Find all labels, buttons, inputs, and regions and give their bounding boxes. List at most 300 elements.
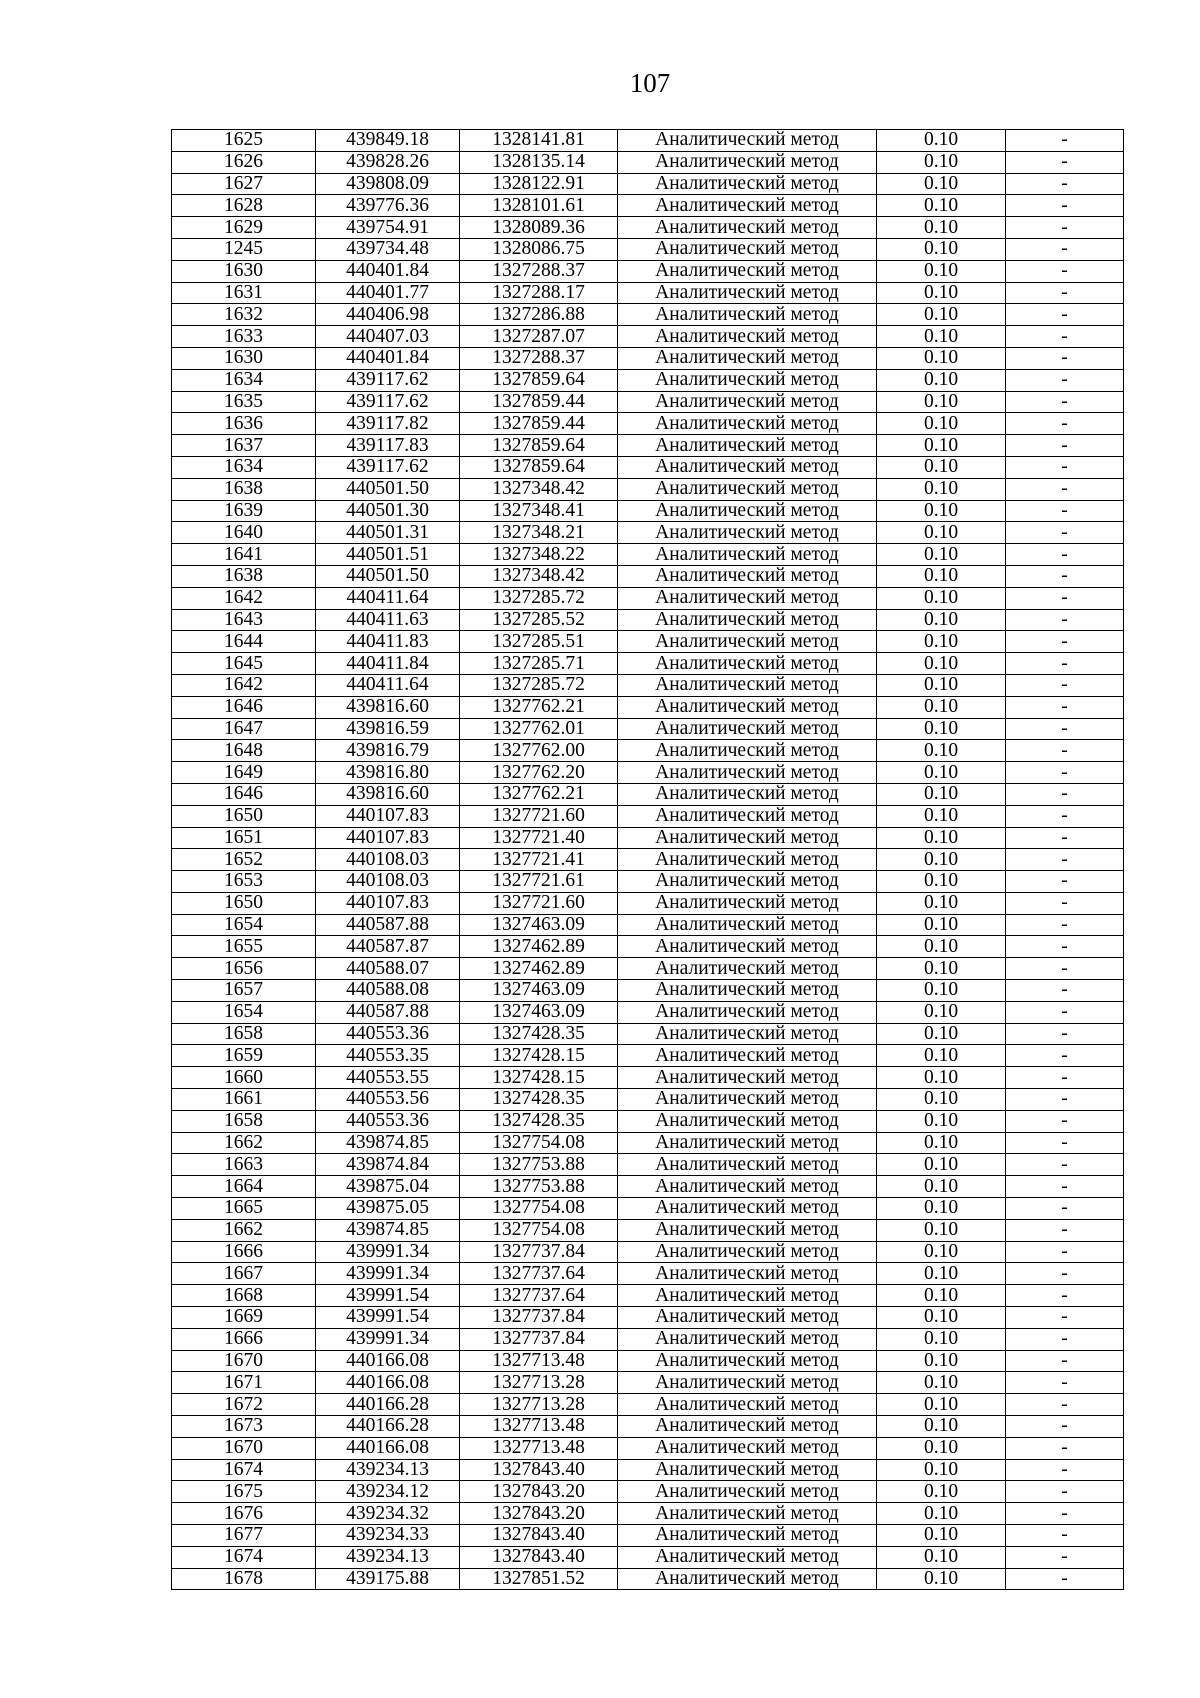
- accuracy-cell: 0.10: [877, 827, 1006, 849]
- point-number-cell: 1634: [172, 456, 316, 478]
- note-cell: -: [1006, 326, 1124, 348]
- table-row: [172, 522, 1124, 544]
- table-row: [172, 958, 1124, 980]
- note-cell: -: [1006, 217, 1124, 239]
- point-number-cell: 1633: [172, 326, 316, 348]
- y-coordinate-cell: 1327843.40: [460, 1525, 618, 1547]
- x-coordinate-cell: 439874.85: [316, 1132, 460, 1154]
- x-coordinate-cell: 440401.77: [316, 282, 460, 304]
- note-cell: -: [1006, 1416, 1124, 1438]
- y-coordinate-cell: 1327721.61: [460, 871, 618, 893]
- accuracy-cell: 0.10: [877, 369, 1006, 391]
- method-cell: Аналитический метод: [618, 740, 877, 762]
- point-number-cell: 1653: [172, 871, 316, 893]
- method-cell: Аналитический метод: [618, 1394, 877, 1416]
- method-cell: Аналитический метод: [618, 936, 877, 958]
- method-cell: Аналитический метод: [618, 718, 877, 740]
- note-cell: -: [1006, 609, 1124, 631]
- point-number-cell: 1654: [172, 1001, 316, 1023]
- accuracy-cell: 0.10: [877, 326, 1006, 348]
- x-coordinate-cell: 440553.35: [316, 1045, 460, 1067]
- point-number-cell: 1638: [172, 565, 316, 587]
- method-cell: Аналитический метод: [618, 238, 877, 260]
- x-coordinate-cell: 439234.13: [316, 1546, 460, 1568]
- accuracy-cell: 0.10: [877, 740, 1006, 762]
- method-cell: Аналитический метод: [618, 413, 877, 435]
- accuracy-cell: 0.10: [877, 1416, 1006, 1438]
- method-cell: Аналитический метод: [618, 587, 877, 609]
- x-coordinate-cell: 439234.32: [316, 1503, 460, 1525]
- note-cell: -: [1006, 1307, 1124, 1329]
- y-coordinate-cell: 1327753.88: [460, 1176, 618, 1198]
- x-coordinate-cell: 440108.03: [316, 849, 460, 871]
- point-number-cell: 1657: [172, 980, 316, 1002]
- point-number-cell: 1630: [172, 260, 316, 282]
- point-number-cell: 1674: [172, 1459, 316, 1481]
- x-coordinate-cell: 439117.82: [316, 413, 460, 435]
- point-number-cell: 1627: [172, 173, 316, 195]
- table-row: [172, 827, 1124, 849]
- point-number-cell: 1655: [172, 936, 316, 958]
- note-cell: -: [1006, 1285, 1124, 1307]
- x-coordinate-cell: 439874.85: [316, 1219, 460, 1241]
- table-row: [172, 1001, 1124, 1023]
- table-row: [172, 456, 1124, 478]
- x-coordinate-cell: 440588.07: [316, 958, 460, 980]
- y-coordinate-cell: 1328089.36: [460, 217, 618, 239]
- note-cell: -: [1006, 1176, 1124, 1198]
- x-coordinate-cell: 439117.83: [316, 435, 460, 457]
- y-coordinate-cell: 1327285.72: [460, 587, 618, 609]
- accuracy-cell: 0.10: [877, 1372, 1006, 1394]
- y-coordinate-cell: 1327463.09: [460, 980, 618, 1002]
- y-coordinate-cell: 1328122.91: [460, 173, 618, 195]
- note-cell: -: [1006, 1350, 1124, 1372]
- point-number-cell: 1638: [172, 478, 316, 500]
- method-cell: Аналитический метод: [618, 1263, 877, 1285]
- point-number-cell: 1678: [172, 1568, 316, 1590]
- y-coordinate-cell: 1327713.28: [460, 1394, 618, 1416]
- x-coordinate-cell: 439234.33: [316, 1525, 460, 1547]
- note-cell: -: [1006, 1437, 1124, 1459]
- y-coordinate-cell: 1327713.48: [460, 1437, 618, 1459]
- note-cell: -: [1006, 435, 1124, 457]
- x-coordinate-cell: 440501.31: [316, 522, 460, 544]
- method-cell: Аналитический метод: [618, 1285, 877, 1307]
- point-number-cell: 1630: [172, 347, 316, 369]
- method-cell: Аналитический метод: [618, 1481, 877, 1503]
- point-number-cell: 1659: [172, 1045, 316, 1067]
- table-row: [172, 1023, 1124, 1045]
- accuracy-cell: 0.10: [877, 980, 1006, 1002]
- x-coordinate-cell: 439828.26: [316, 151, 460, 173]
- table-row: [172, 805, 1124, 827]
- method-cell: Аналитический метод: [618, 1154, 877, 1176]
- note-cell: -: [1006, 1459, 1124, 1481]
- note-cell: -: [1006, 1503, 1124, 1525]
- accuracy-cell: 0.10: [877, 217, 1006, 239]
- y-coordinate-cell: 1327721.60: [460, 805, 618, 827]
- method-cell: Аналитический метод: [618, 1132, 877, 1154]
- note-cell: -: [1006, 347, 1124, 369]
- y-coordinate-cell: 1327462.89: [460, 958, 618, 980]
- note-cell: -: [1006, 130, 1124, 152]
- point-number-cell: 1662: [172, 1132, 316, 1154]
- y-coordinate-cell: 1327859.64: [460, 435, 618, 457]
- note-cell: -: [1006, 391, 1124, 413]
- accuracy-cell: 0.10: [877, 1285, 1006, 1307]
- note-cell: -: [1006, 958, 1124, 980]
- table-row: [172, 369, 1124, 391]
- x-coordinate-cell: 440107.83: [316, 827, 460, 849]
- table-row: [172, 1503, 1124, 1525]
- x-coordinate-cell: 440166.28: [316, 1416, 460, 1438]
- method-cell: Аналитический метод: [618, 805, 877, 827]
- x-coordinate-cell: 440553.56: [316, 1089, 460, 1111]
- table-row: [172, 587, 1124, 609]
- note-cell: -: [1006, 1568, 1124, 1590]
- y-coordinate-cell: 1328086.75: [460, 238, 618, 260]
- method-cell: Аналитический метод: [618, 1459, 877, 1481]
- x-coordinate-cell: 440501.30: [316, 500, 460, 522]
- point-number-cell: 1654: [172, 914, 316, 936]
- table-row: [172, 1045, 1124, 1067]
- accuracy-cell: 0.10: [877, 914, 1006, 936]
- y-coordinate-cell: 1327462.89: [460, 936, 618, 958]
- accuracy-cell: 0.10: [877, 1219, 1006, 1241]
- table-row: [172, 1394, 1124, 1416]
- accuracy-cell: 0.10: [877, 609, 1006, 631]
- x-coordinate-cell: 440406.98: [316, 304, 460, 326]
- y-coordinate-cell: 1327713.48: [460, 1416, 618, 1438]
- method-cell: Аналитический метод: [618, 1241, 877, 1263]
- table-row: [172, 326, 1124, 348]
- y-coordinate-cell: 1327428.15: [460, 1067, 618, 1089]
- accuracy-cell: 0.10: [877, 1394, 1006, 1416]
- method-cell: Аналитический метод: [618, 1045, 877, 1067]
- method-cell: Аналитический метод: [618, 783, 877, 805]
- y-coordinate-cell: 1327713.28: [460, 1372, 618, 1394]
- method-cell: Аналитический метод: [618, 260, 877, 282]
- x-coordinate-cell: 440411.84: [316, 653, 460, 675]
- note-cell: -: [1006, 456, 1124, 478]
- table-row: [172, 783, 1124, 805]
- method-cell: Аналитический метод: [618, 347, 877, 369]
- accuracy-cell: 0.10: [877, 347, 1006, 369]
- point-number-cell: 1636: [172, 413, 316, 435]
- accuracy-cell: 0.10: [877, 130, 1006, 152]
- method-cell: Аналитический метод: [618, 1023, 877, 1045]
- y-coordinate-cell: 1327428.35: [460, 1089, 618, 1111]
- table-row: [172, 151, 1124, 173]
- point-number-cell: 1641: [172, 544, 316, 566]
- x-coordinate-cell: 440407.03: [316, 326, 460, 348]
- method-cell: Аналитический метод: [618, 282, 877, 304]
- y-coordinate-cell: 1327737.84: [460, 1241, 618, 1263]
- note-cell: -: [1006, 1110, 1124, 1132]
- point-number-cell: 1665: [172, 1198, 316, 1220]
- table-row: [172, 1198, 1124, 1220]
- x-coordinate-cell: 439754.91: [316, 217, 460, 239]
- accuracy-cell: 0.10: [877, 1045, 1006, 1067]
- note-cell: -: [1006, 1394, 1124, 1416]
- accuracy-cell: 0.10: [877, 391, 1006, 413]
- accuracy-cell: 0.10: [877, 522, 1006, 544]
- point-number-cell: 1671: [172, 1372, 316, 1394]
- method-cell: Аналитический метод: [618, 631, 877, 653]
- point-number-cell: 1660: [172, 1067, 316, 1089]
- y-coordinate-cell: 1327754.08: [460, 1198, 618, 1220]
- x-coordinate-cell: 439991.34: [316, 1328, 460, 1350]
- point-number-cell: 1640: [172, 522, 316, 544]
- x-coordinate-cell: 439991.54: [316, 1285, 460, 1307]
- accuracy-cell: 0.10: [877, 718, 1006, 740]
- accuracy-cell: 0.10: [877, 1110, 1006, 1132]
- y-coordinate-cell: 1327859.64: [460, 456, 618, 478]
- x-coordinate-cell: 440108.03: [316, 871, 460, 893]
- y-coordinate-cell: 1327721.41: [460, 849, 618, 871]
- y-coordinate-cell: 1327288.37: [460, 260, 618, 282]
- y-coordinate-cell: 1328141.81: [460, 130, 618, 152]
- note-cell: -: [1006, 1132, 1124, 1154]
- x-coordinate-cell: 440411.64: [316, 587, 460, 609]
- note-cell: -: [1006, 1481, 1124, 1503]
- accuracy-cell: 0.10: [877, 544, 1006, 566]
- x-coordinate-cell: 440411.63: [316, 609, 460, 631]
- note-cell: -: [1006, 1525, 1124, 1547]
- note-cell: -: [1006, 1089, 1124, 1111]
- method-cell: Аналитический метод: [618, 871, 877, 893]
- x-coordinate-cell: 439874.84: [316, 1154, 460, 1176]
- x-coordinate-cell: 440166.08: [316, 1372, 460, 1394]
- method-cell: Аналитический метод: [618, 609, 877, 631]
- note-cell: -: [1006, 522, 1124, 544]
- table-row: [172, 696, 1124, 718]
- y-coordinate-cell: 1327859.44: [460, 413, 618, 435]
- y-coordinate-cell: 1327285.52: [460, 609, 618, 631]
- method-cell: Аналитический метод: [618, 544, 877, 566]
- accuracy-cell: 0.10: [877, 151, 1006, 173]
- x-coordinate-cell: 439175.88: [316, 1568, 460, 1590]
- y-coordinate-cell: 1327737.64: [460, 1285, 618, 1307]
- y-coordinate-cell: 1327843.40: [460, 1546, 618, 1568]
- point-number-cell: 1646: [172, 696, 316, 718]
- point-number-cell: 1637: [172, 435, 316, 457]
- note-cell: -: [1006, 674, 1124, 696]
- method-cell: Аналитический метод: [618, 653, 877, 675]
- point-number-cell: 1669: [172, 1307, 316, 1329]
- method-cell: Аналитический метод: [618, 435, 877, 457]
- x-coordinate-cell: 439875.05: [316, 1198, 460, 1220]
- accuracy-cell: 0.10: [877, 173, 1006, 195]
- note-cell: -: [1006, 304, 1124, 326]
- note-cell: -: [1006, 173, 1124, 195]
- point-number-cell: 1628: [172, 195, 316, 217]
- accuracy-cell: 0.10: [877, 1176, 1006, 1198]
- table-row: [172, 347, 1124, 369]
- note-cell: -: [1006, 980, 1124, 1002]
- table-row: [172, 892, 1124, 914]
- table-row: [172, 500, 1124, 522]
- note-cell: -: [1006, 827, 1124, 849]
- note-cell: -: [1006, 805, 1124, 827]
- method-cell: Аналитический метод: [618, 1198, 877, 1220]
- note-cell: -: [1006, 282, 1124, 304]
- note-cell: -: [1006, 936, 1124, 958]
- x-coordinate-cell: 439117.62: [316, 456, 460, 478]
- x-coordinate-cell: 439816.79: [316, 740, 460, 762]
- y-coordinate-cell: 1327753.88: [460, 1154, 618, 1176]
- method-cell: Аналитический метод: [618, 304, 877, 326]
- x-coordinate-cell: 439816.60: [316, 696, 460, 718]
- note-cell: -: [1006, 238, 1124, 260]
- y-coordinate-cell: 1327859.64: [460, 369, 618, 391]
- table-row: [172, 631, 1124, 653]
- note-cell: -: [1006, 653, 1124, 675]
- accuracy-cell: 0.10: [877, 413, 1006, 435]
- note-cell: -: [1006, 1328, 1124, 1350]
- x-coordinate-cell: 440166.28: [316, 1394, 460, 1416]
- point-number-cell: 1676: [172, 1503, 316, 1525]
- method-cell: Аналитический метод: [618, 500, 877, 522]
- accuracy-cell: 0.10: [877, 936, 1006, 958]
- note-cell: -: [1006, 849, 1124, 871]
- table-row: [172, 1350, 1124, 1372]
- table-row: [172, 1176, 1124, 1198]
- y-coordinate-cell: 1327762.01: [460, 718, 618, 740]
- y-coordinate-cell: 1328101.61: [460, 195, 618, 217]
- point-number-cell: 1667: [172, 1263, 316, 1285]
- accuracy-cell: 0.10: [877, 892, 1006, 914]
- table-row: [172, 1110, 1124, 1132]
- table-row: [172, 565, 1124, 587]
- point-number-cell: 1631: [172, 282, 316, 304]
- note-cell: -: [1006, 195, 1124, 217]
- table-row: [172, 435, 1124, 457]
- x-coordinate-cell: 439816.60: [316, 783, 460, 805]
- point-number-cell: 1646: [172, 783, 316, 805]
- y-coordinate-cell: 1327762.20: [460, 762, 618, 784]
- accuracy-cell: 0.10: [877, 1437, 1006, 1459]
- method-cell: Аналитический метод: [618, 1307, 877, 1329]
- method-cell: Аналитический метод: [618, 1546, 877, 1568]
- method-cell: Аналитический метод: [618, 478, 877, 500]
- point-number-cell: 1647: [172, 718, 316, 740]
- table-row: [172, 1154, 1124, 1176]
- note-cell: -: [1006, 1067, 1124, 1089]
- point-number-cell: 1652: [172, 849, 316, 871]
- table-row: [172, 195, 1124, 217]
- point-number-cell: 1626: [172, 151, 316, 173]
- note-cell: -: [1006, 1001, 1124, 1023]
- note-cell: -: [1006, 413, 1124, 435]
- note-cell: -: [1006, 871, 1124, 893]
- accuracy-cell: 0.10: [877, 565, 1006, 587]
- table-row: [172, 653, 1124, 675]
- accuracy-cell: 0.10: [877, 1001, 1006, 1023]
- y-coordinate-cell: 1327762.00: [460, 740, 618, 762]
- point-number-cell: 1662: [172, 1219, 316, 1241]
- accuracy-cell: 0.10: [877, 1198, 1006, 1220]
- y-coordinate-cell: 1327285.72: [460, 674, 618, 696]
- table-row: [172, 718, 1124, 740]
- point-number-cell: 1664: [172, 1176, 316, 1198]
- accuracy-cell: 0.10: [877, 1089, 1006, 1111]
- table-row: [172, 1241, 1124, 1263]
- method-cell: Аналитический метод: [618, 1568, 877, 1590]
- table-row: [172, 1219, 1124, 1241]
- method-cell: Аналитический метод: [618, 326, 877, 348]
- x-coordinate-cell: 439234.12: [316, 1481, 460, 1503]
- table-row: [172, 173, 1124, 195]
- point-number-cell: 1625: [172, 130, 316, 152]
- method-cell: Аналитический метод: [618, 958, 877, 980]
- note-cell: -: [1006, 1241, 1124, 1263]
- accuracy-cell: 0.10: [877, 849, 1006, 871]
- note-cell: -: [1006, 740, 1124, 762]
- method-cell: Аналитический метод: [618, 849, 877, 871]
- note-cell: -: [1006, 631, 1124, 653]
- method-cell: Аналитический метод: [618, 173, 877, 195]
- table-row: [172, 391, 1124, 413]
- accuracy-cell: 0.10: [877, 1503, 1006, 1525]
- x-coordinate-cell: 440501.50: [316, 478, 460, 500]
- point-number-cell: 1677: [172, 1525, 316, 1547]
- coordinates-table: [171, 129, 1124, 1590]
- method-cell: Аналитический метод: [618, 980, 877, 1002]
- table-row: [172, 1132, 1124, 1154]
- x-coordinate-cell: 439849.18: [316, 130, 460, 152]
- x-coordinate-cell: 440411.64: [316, 674, 460, 696]
- note-cell: -: [1006, 1198, 1124, 1220]
- point-number-cell: 1650: [172, 892, 316, 914]
- point-number-cell: 1656: [172, 958, 316, 980]
- y-coordinate-cell: 1327348.22: [460, 544, 618, 566]
- x-coordinate-cell: 440411.83: [316, 631, 460, 653]
- x-coordinate-cell: 439117.62: [316, 369, 460, 391]
- y-coordinate-cell: 1327859.44: [460, 391, 618, 413]
- y-coordinate-cell: 1327428.35: [460, 1023, 618, 1045]
- point-number-cell: 1658: [172, 1110, 316, 1132]
- note-cell: -: [1006, 783, 1124, 805]
- note-cell: -: [1006, 1546, 1124, 1568]
- method-cell: Аналитический метод: [618, 1416, 877, 1438]
- table-row: [172, 1307, 1124, 1329]
- x-coordinate-cell: 440107.83: [316, 892, 460, 914]
- point-number-cell: 1634: [172, 369, 316, 391]
- y-coordinate-cell: 1327762.21: [460, 696, 618, 718]
- note-cell: -: [1006, 1045, 1124, 1067]
- method-cell: Аналитический метод: [618, 1328, 877, 1350]
- x-coordinate-cell: 440401.84: [316, 260, 460, 282]
- accuracy-cell: 0.10: [877, 674, 1006, 696]
- point-number-cell: 1651: [172, 827, 316, 849]
- y-coordinate-cell: 1327721.60: [460, 892, 618, 914]
- y-coordinate-cell: 1327851.52: [460, 1568, 618, 1590]
- note-cell: -: [1006, 500, 1124, 522]
- note-cell: -: [1006, 544, 1124, 566]
- y-coordinate-cell: 1327843.20: [460, 1503, 618, 1525]
- accuracy-cell: 0.10: [877, 1154, 1006, 1176]
- method-cell: Аналитический метод: [618, 456, 877, 478]
- y-coordinate-cell: 1327285.71: [460, 653, 618, 675]
- table-row: [172, 849, 1124, 871]
- x-coordinate-cell: 440553.36: [316, 1023, 460, 1045]
- y-coordinate-cell: 1327843.20: [460, 1481, 618, 1503]
- note-cell: -: [1006, 369, 1124, 391]
- x-coordinate-cell: 439808.09: [316, 173, 460, 195]
- point-number-cell: 1632: [172, 304, 316, 326]
